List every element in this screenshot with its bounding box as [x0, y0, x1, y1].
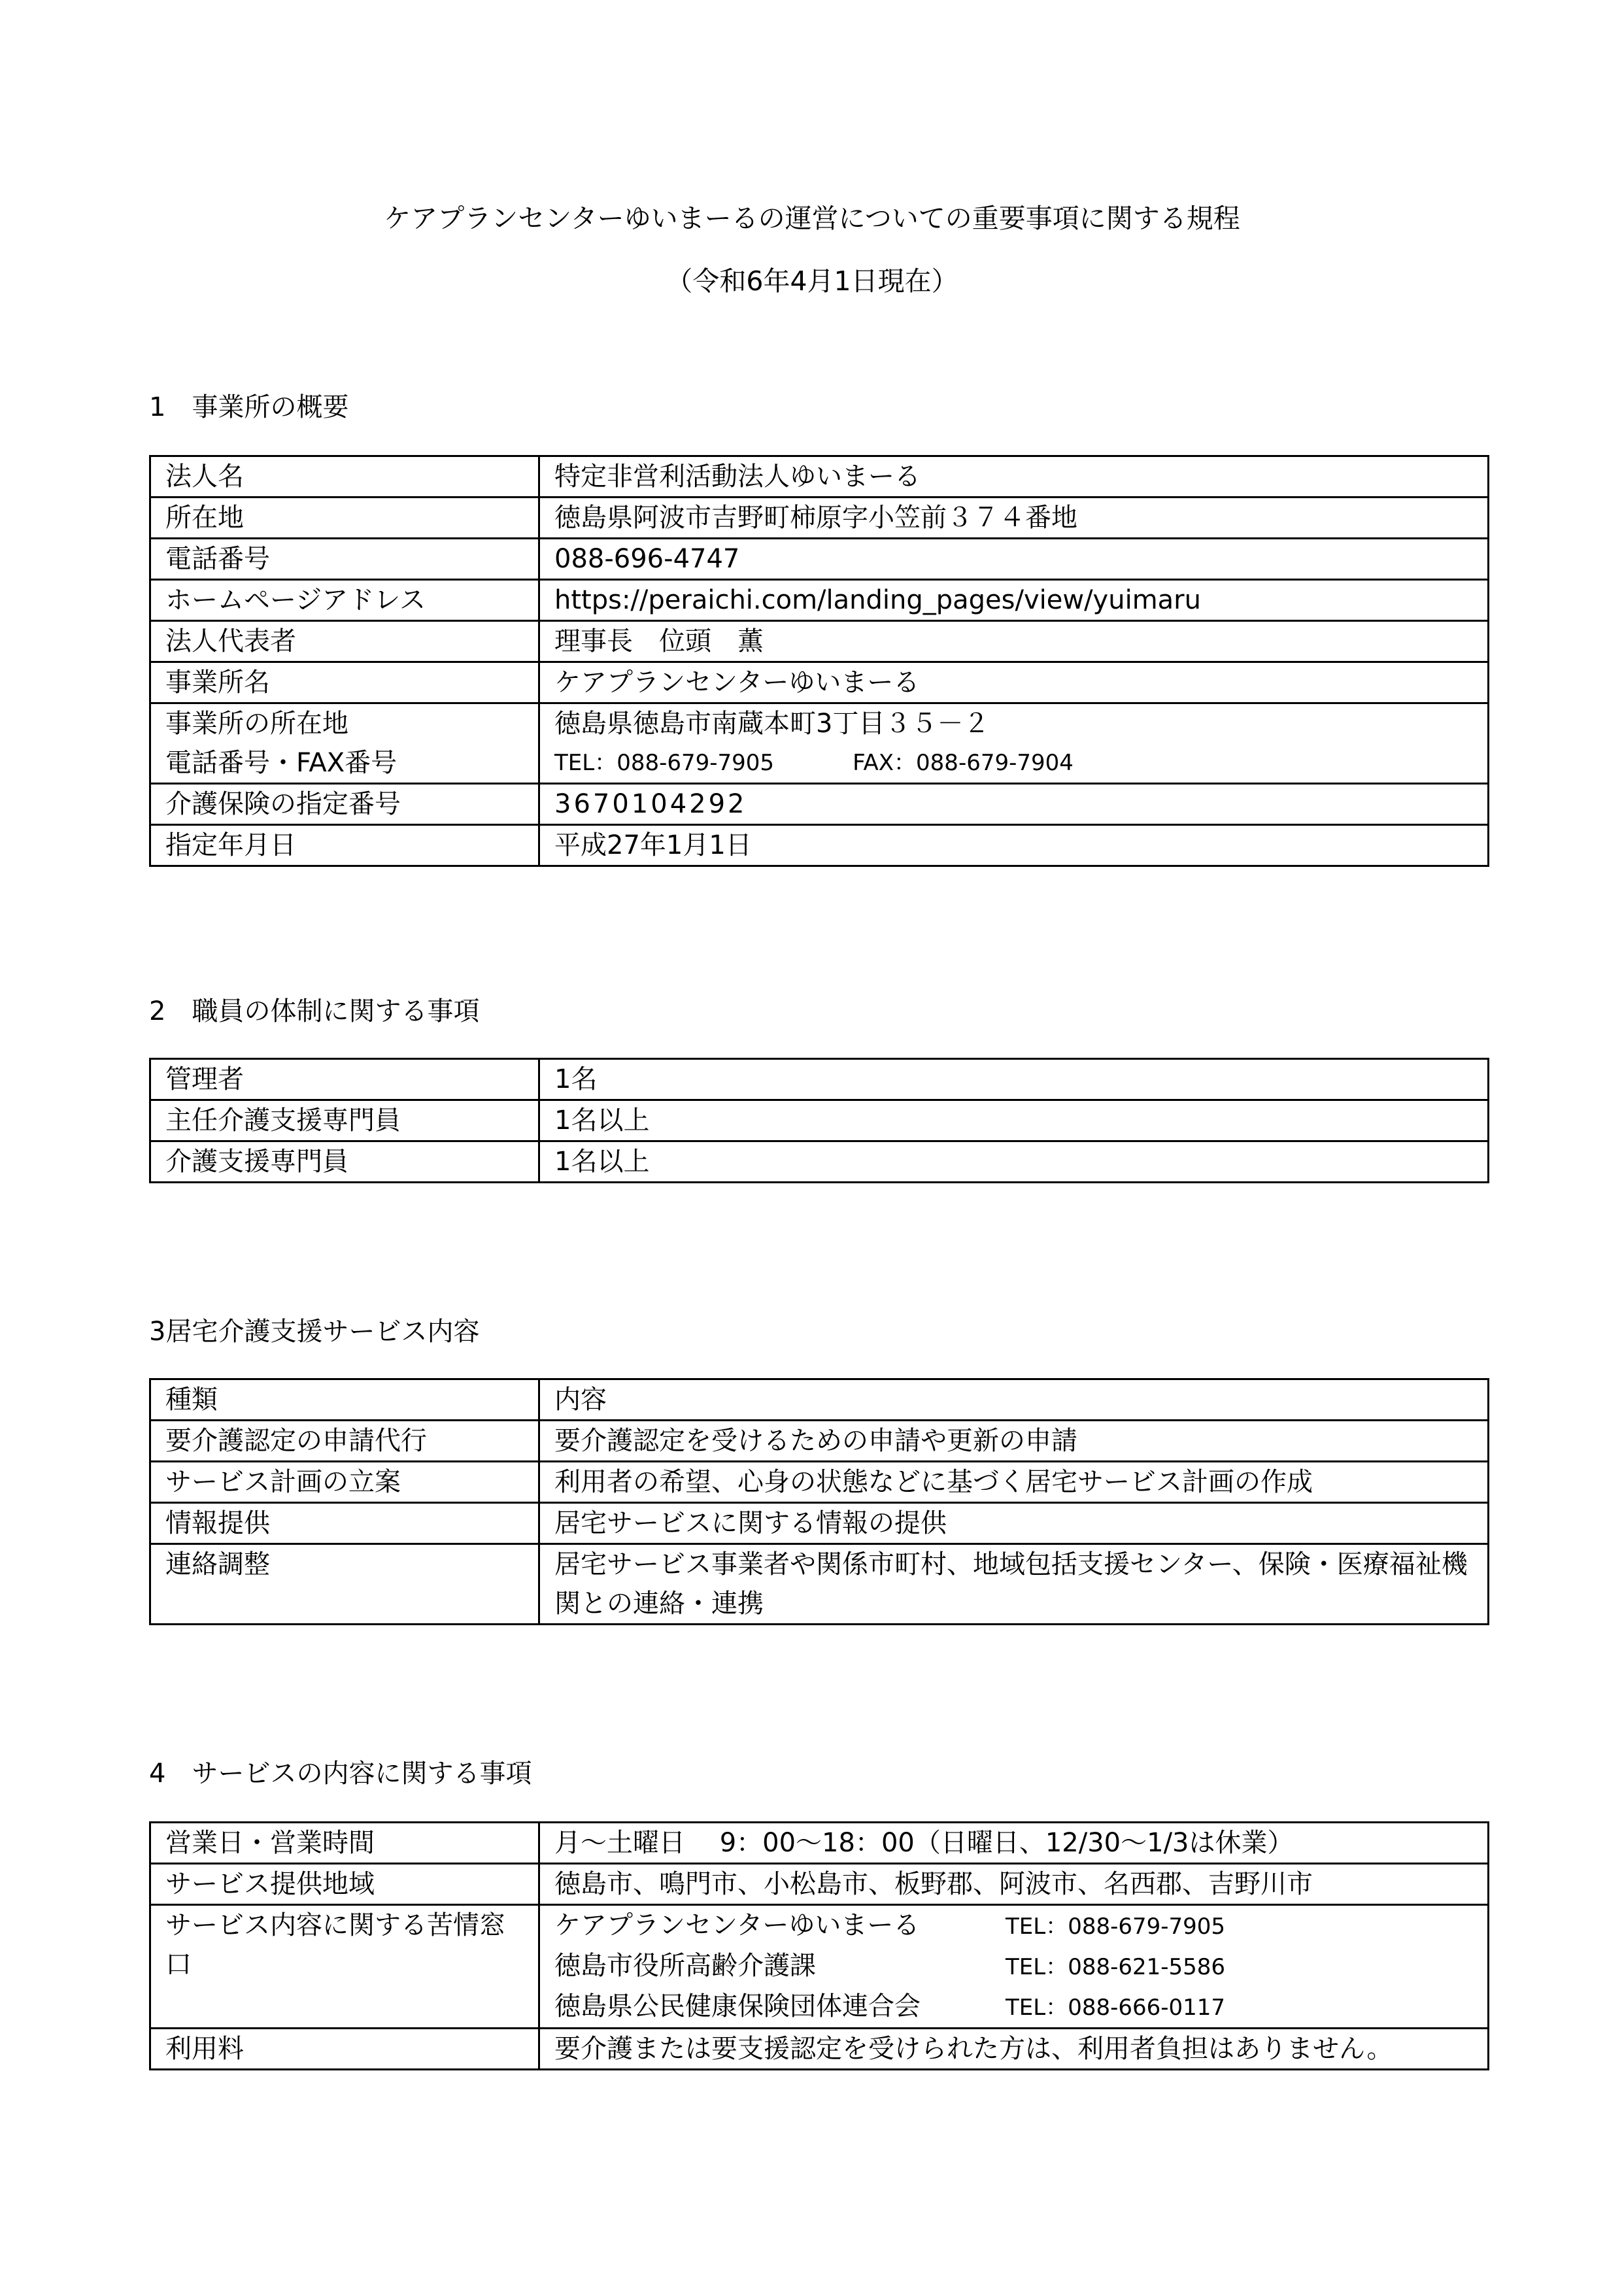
- table-row: [150, 703, 1489, 784]
- service-details-table: [149, 1821, 1489, 2070]
- row-value: 1名以上: [539, 1100, 1489, 1141]
- table-row: [150, 1503, 1489, 1544]
- row-value: 理事長 位頭 薫: [539, 621, 1489, 662]
- row-value: 1名以上: [539, 1141, 1489, 1183]
- service-content-table: [149, 1378, 1489, 1625]
- office-address: 徳島県徳島市南蔵本町3丁目３５－２: [554, 709, 990, 739]
- row-label: 管理者: [150, 1059, 539, 1100]
- table-row: [150, 1141, 1489, 1183]
- row-value: 徳島県阿波市吉野町柿原字小笠前３７４番地: [539, 498, 1489, 539]
- row-label: 情報提供: [150, 1503, 539, 1544]
- phone-number: 088-696-4747: [539, 539, 1489, 580]
- contact-tel: TEL：088-621-5586: [1006, 1954, 1226, 1980]
- row-label: 法人代表者: [150, 621, 539, 662]
- homepage-link[interactable]: https://peraichi.com/landing_pages/view/yuimaru: [539, 580, 1489, 621]
- row-label: サービス計画の立案: [150, 1462, 539, 1503]
- column-header-type: 種類: [150, 1379, 539, 1421]
- office-fax: FAX：088-679-7904: [853, 750, 1074, 776]
- office-address-label: 事業所の所在地: [165, 709, 348, 739]
- row-value: [539, 703, 1489, 784]
- table-row: [150, 621, 1489, 662]
- table-row: [150, 1059, 1489, 1100]
- row-label: 法人名: [150, 456, 539, 498]
- document-title: ケアプランセンターゆいまーるの運営についての重要事項に関する規程: [384, 203, 1240, 234]
- row-value: 利用者の希望、心身の状態などに基づく居宅サービス計画の作成: [539, 1462, 1489, 1503]
- table-row: [150, 539, 1489, 580]
- office-overview-table: [149, 455, 1489, 867]
- table-row: [150, 1100, 1489, 1141]
- row-label: 要介護認定の申請代行: [150, 1421, 539, 1462]
- section-1-heading: 1 事業所の概要: [149, 392, 349, 422]
- row-label: 主任介護支援専門員: [150, 1100, 539, 1141]
- contact-name: 徳島県公民健康保険団体連合会: [554, 1991, 921, 2021]
- row-value: 居宅サービス事業者や関係市町村、地域包括支援センター、保険・医療福祉機関との連絡・連携: [539, 1544, 1489, 1625]
- section-4-heading: 4 サービスの内容に関する事項: [149, 1759, 532, 1789]
- table-row: [150, 1823, 1489, 1864]
- table-row: [150, 1544, 1489, 1625]
- row-label: 所在地: [150, 498, 539, 539]
- phone-fax-label: 電話番号・FAX番号: [165, 748, 398, 778]
- row-label: サービス提供地域: [150, 1864, 539, 1905]
- section-2-heading: 2 職員の体制に関する事項: [149, 996, 480, 1026]
- row-value: 要介護認定を受けるための申請や更新の申請: [539, 1421, 1489, 1462]
- contact-line: [554, 1987, 1473, 2027]
- row-label: ホームページアドレス: [150, 580, 539, 621]
- row-value: 月～土曜日 9：00～18：00（日曜日、12/30～1/3は休業）: [539, 1823, 1489, 1864]
- contact-name: ケアプランセンターゆいまーる: [554, 1910, 920, 1940]
- table-row: [150, 2029, 1489, 2070]
- table-row: [150, 1462, 1489, 1503]
- row-label: 利用料: [150, 2029, 539, 2070]
- phone-fax: [554, 743, 1473, 783]
- table-row: [150, 784, 1489, 825]
- office-tel: TEL：088-679-7905: [554, 750, 775, 776]
- row-value: 居宅サービスに関する情報の提供: [539, 1503, 1489, 1544]
- contact-line: [554, 1906, 1473, 1946]
- table-row: [150, 662, 1489, 703]
- table-row: [150, 1905, 1489, 2029]
- row-value: 徳島市、鳴門市、小松島市、板野郡、阿波市、名西郡、吉野川市: [539, 1864, 1489, 1905]
- row-label: 指定年月日: [150, 825, 539, 866]
- contact-tel: TEL：088-666-0117: [1006, 1995, 1226, 2021]
- row-value: 要介護または要支援認定を受けられた方は、利用者負担はありません。: [539, 2029, 1489, 2070]
- table-header-row: [150, 1379, 1489, 1421]
- table-row: [150, 580, 1489, 621]
- contact-name: 徳島市役所高齢介護課: [554, 1951, 816, 1981]
- row-value: 特定非営利活動法人ゆいまーる: [539, 456, 1489, 498]
- row-label: 連絡調整: [150, 1544, 539, 1625]
- row-label: 事業所名: [150, 662, 539, 703]
- row-value: 3670104292: [539, 784, 1489, 825]
- row-value: ケアプランセンターゆいまーる: [539, 662, 1489, 703]
- table-row: [150, 456, 1489, 498]
- document-date: （令和6年4月1日現在）: [666, 265, 958, 297]
- table-row: [150, 498, 1489, 539]
- row-label: サービス内容に関する苦情窓口: [150, 1905, 539, 2029]
- contact-tel: TEL：088-679-7905: [1006, 1914, 1226, 1940]
- table-row: [150, 825, 1489, 866]
- section-3-heading: 3居宅介護支援サービス内容: [149, 1317, 480, 1347]
- row-label: [150, 703, 539, 784]
- complaint-contacts: [539, 1905, 1489, 2029]
- table-row: [150, 1864, 1489, 1905]
- row-value: 平成27年1月1日: [539, 825, 1489, 866]
- row-label: 介護支援専門員: [150, 1141, 539, 1183]
- row-label: 電話番号: [150, 539, 539, 580]
- row-value: 1名: [539, 1059, 1489, 1100]
- column-header-content: 内容: [539, 1379, 1489, 1421]
- contact-line: [554, 1946, 1473, 1987]
- row-label: 介護保険の指定番号: [150, 784, 539, 825]
- row-label: 営業日・営業時間: [150, 1823, 539, 1864]
- staff-table: [149, 1058, 1489, 1183]
- table-row: [150, 1421, 1489, 1462]
